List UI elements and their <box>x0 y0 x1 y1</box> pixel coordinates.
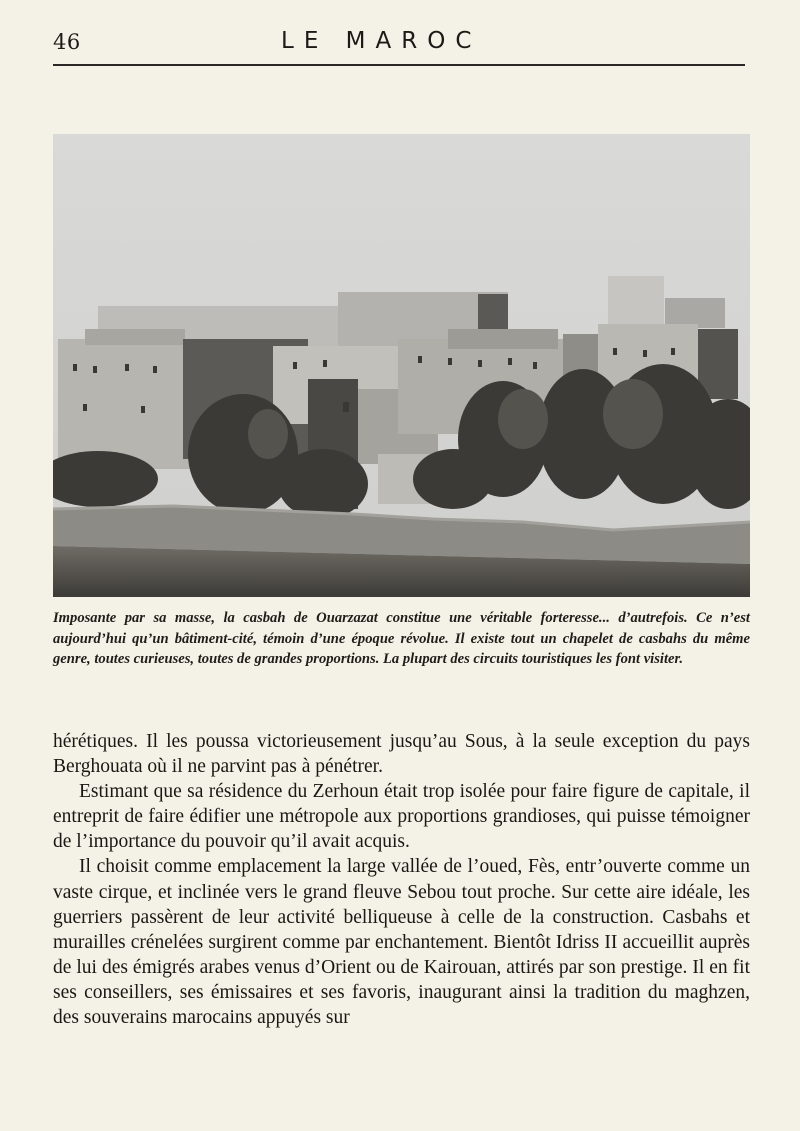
photo-caption: Imposante par sa masse, la casbah de Ouarzazat constitue une véritable forteresse... d’autrefois. Ce n’est aujourd’hui qu’un bâtiment-cité, témoin d’une époque révolue. Il existe tout un chapelet de casbahs du même genre, toutes curieuses, toutes de grandes proportions. La plupart des circuits touristiques les font visiter. <box>53 610 750 667</box>
paragraph: Estimant que sa résidence du Zerhoun était trop isolée pour faire figure de capitale, il entreprit de faire édifier une métropole aux proportions grandioses, qui puisse témoigner de l’importance du pouvoir qu’il avait acquis. <box>53 781 750 853</box>
page-number: 46 <box>53 30 81 54</box>
body-text <box>53 729 750 1030</box>
casbah-photograph <box>53 134 750 597</box>
page-header <box>53 28 745 66</box>
running-title: LE MAROC <box>281 28 482 54</box>
paragraph: Il choisit comme emplacement la large vallée de l’oued, Fès, entr’ouverte comme un vaste cirque, et inclinée vers le grand fleuve Sebou tout proche. Sur cette aire idéale, les guerriers passèrent de leur activité belliqueuse à celle de la construction. Casbahs et murailles crénelées surgirent comme par enchantement. Bientôt Idriss II accueillit auprès de lui des émigrés arabes venus d’Orient ou de Kairouan, attirés par son prestige. Il en fit ses conseillers, ses émissaires et ses favoris, inaugurant ainsi la tradition du maghzen, des souverains marocains appuyés sur <box>53 856 750 1029</box>
paragraph: hérétiques. Il les poussa victorieusement jusqu’au Sous, à la seule exception du pays Berghouata où il ne parvint pas à pénétrer. <box>53 731 750 778</box>
